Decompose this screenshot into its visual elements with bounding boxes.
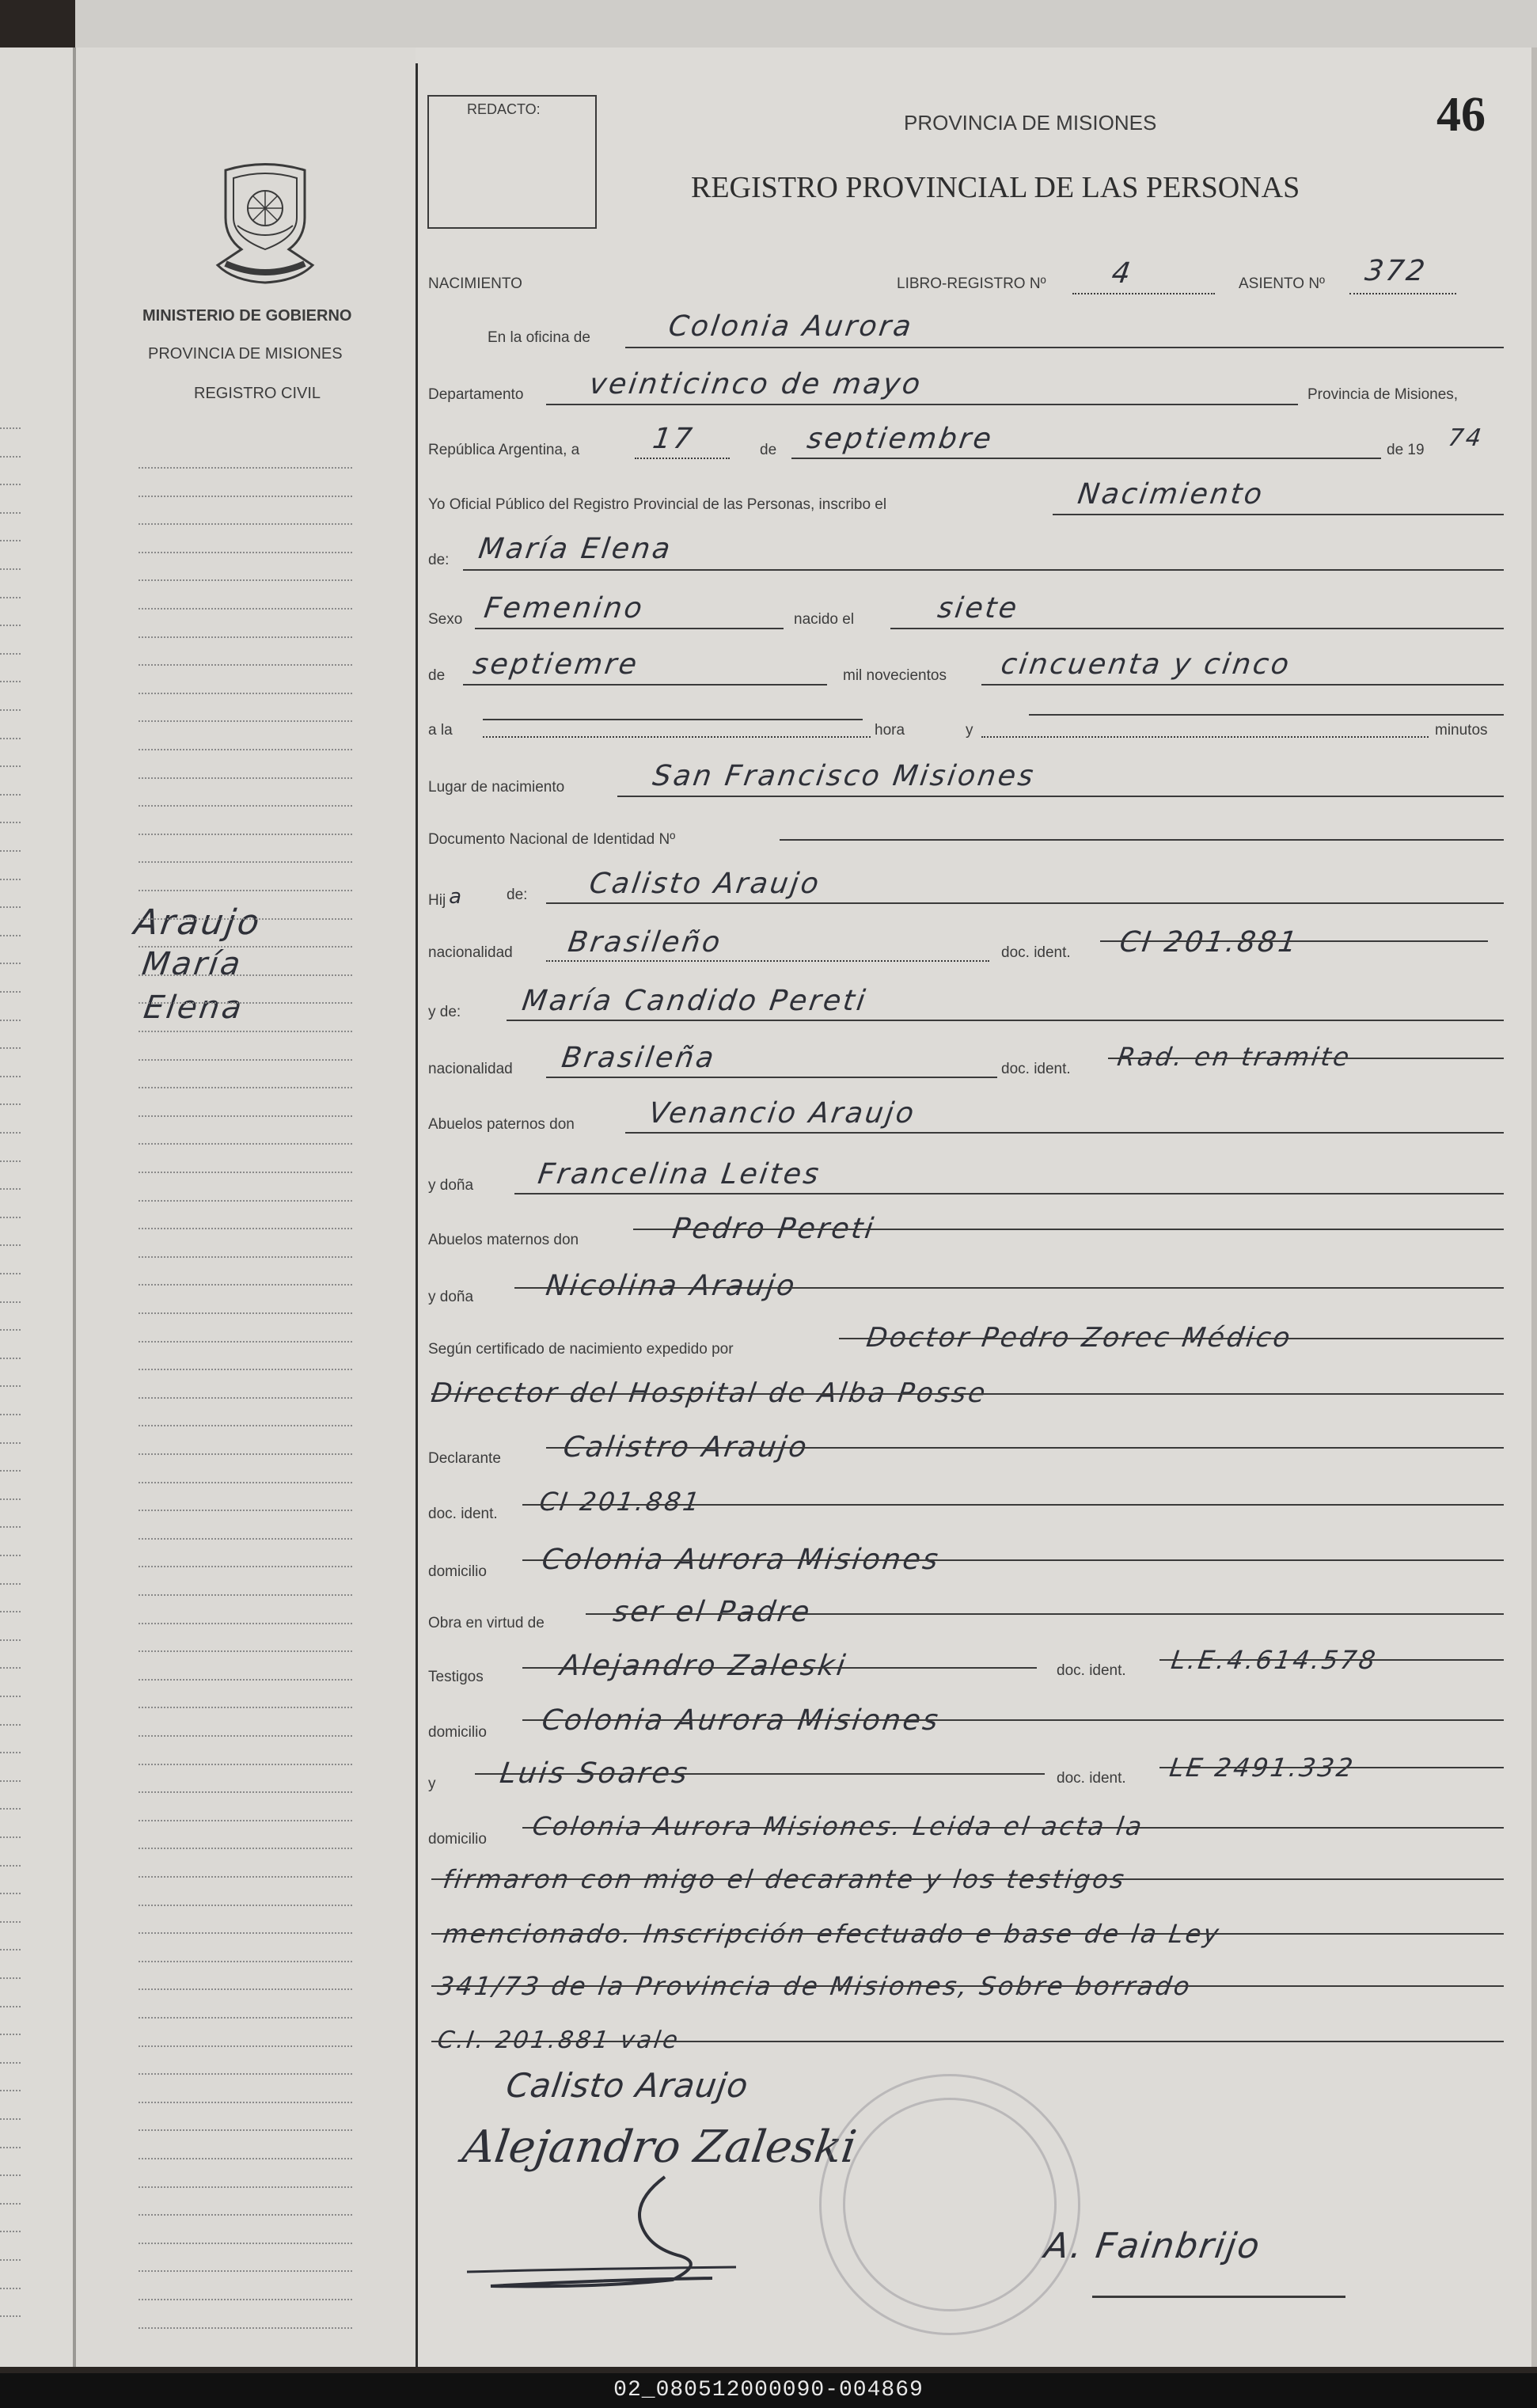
padre-nac-label: nacionalidad bbox=[428, 944, 513, 961]
strip-ruling-line bbox=[0, 2006, 21, 2007]
madre-doc-rule bbox=[1108, 1058, 1504, 1059]
stub-middle-name: Elena bbox=[141, 989, 247, 1026]
strip-ruling-line bbox=[0, 1639, 21, 1641]
stub-divider bbox=[416, 63, 418, 2367]
testigo1-rule bbox=[522, 1667, 1037, 1669]
binding-edge bbox=[73, 47, 76, 2367]
testigo2-value: Luis Soares bbox=[498, 1757, 692, 1790]
stub-first-name: María bbox=[139, 946, 245, 982]
certificado-label: Según certificado de nacimiento expedido por bbox=[428, 1341, 734, 1358]
testigo2-domicilio-value: Colonia Aurora Misiones. Leida el acta la bbox=[530, 1811, 1146, 1841]
declarante-value: Calistro Araujo bbox=[561, 1431, 811, 1464]
stub-ruling-line bbox=[139, 1707, 352, 1708]
departamento-value: veinticinco de mayo bbox=[587, 368, 925, 401]
testigo1-domicilio-value: Colonia Aurora Misiones bbox=[540, 1704, 943, 1737]
decl-domicilio-label: domicilio bbox=[428, 1563, 487, 1580]
testigo2-doc-rule bbox=[1159, 1767, 1504, 1768]
top-band bbox=[0, 0, 1537, 47]
stub-ruling-line bbox=[139, 2102, 352, 2103]
strip-ruling-line bbox=[0, 1555, 21, 1556]
stub-ruling-line bbox=[139, 467, 352, 469]
strip-ruling-line bbox=[0, 1273, 21, 1274]
strip-ruling-line bbox=[0, 625, 21, 626]
strip-ruling-line bbox=[0, 456, 21, 458]
stub-ruling-line bbox=[139, 2214, 352, 2216]
strip-ruling-line bbox=[0, 2034, 21, 2035]
testigo1-domicilio-label: domicilio bbox=[428, 1724, 487, 1741]
stub-ruling-line bbox=[139, 1312, 352, 1314]
certificado-value2: Director del Hospital de Alba Posse bbox=[429, 1377, 990, 1409]
stub-province: PROVINCIA DE MISIONES bbox=[148, 345, 343, 363]
strip-ruling-line bbox=[0, 427, 21, 429]
header-province: PROVINCIA DE MISIONES bbox=[904, 111, 1157, 135]
right-edge bbox=[1531, 47, 1537, 2367]
strip-ruling-line bbox=[0, 822, 21, 823]
stub-ruling-line bbox=[139, 2129, 352, 2131]
minutos-dotted bbox=[981, 736, 1429, 738]
stub-ministry: MINISTERIO DE GOBIERNO bbox=[142, 307, 352, 325]
hora-label: hora bbox=[875, 722, 905, 739]
testigo2-domicilio-label: domicilio bbox=[428, 1831, 487, 1848]
stub-ruling-line bbox=[139, 861, 352, 863]
sexo-label: Sexo bbox=[428, 611, 463, 628]
madre-doc-value: Rad. en tramite bbox=[1115, 1042, 1353, 1072]
testigo1-doc-value: L.E.4.614.578 bbox=[1169, 1645, 1380, 1675]
firma-testigo1: Alejandro Zaleski bbox=[459, 2121, 860, 2173]
stub-ruling-line bbox=[139, 1369, 352, 1370]
mes-value: septiembre bbox=[805, 423, 996, 455]
strip-ruling-line bbox=[0, 2259, 21, 2261]
strip-ruling-line bbox=[0, 850, 21, 852]
stub-ruling-line bbox=[139, 1059, 352, 1061]
strip-ruling-line bbox=[0, 935, 21, 936]
stub-ruling-line bbox=[139, 1172, 352, 1173]
strip-ruling-line bbox=[0, 1611, 21, 1612]
nombre-value: María Elena bbox=[476, 533, 675, 565]
padre-doc-rule bbox=[1100, 940, 1488, 942]
notas-line3: 341/73 de la Provincia de Misiones, Sobre borrado bbox=[435, 1971, 1194, 2001]
stub-ruling-line bbox=[139, 2158, 352, 2159]
stub-ruling-line bbox=[139, 1256, 352, 1258]
stub-ruling-line bbox=[139, 693, 352, 694]
hija-text: Hij bbox=[428, 892, 446, 909]
strip-ruling-line bbox=[0, 2288, 21, 2289]
stub-ruling-line bbox=[139, 636, 352, 638]
strip-ruling-line bbox=[0, 1047, 21, 1049]
strip-ruling-line bbox=[0, 1132, 21, 1134]
stub-ruling-line bbox=[139, 1200, 352, 1202]
oficina-rule bbox=[625, 347, 1504, 348]
mil-label: mil novecientos bbox=[843, 667, 947, 684]
stub-ruling-line bbox=[139, 2045, 352, 2047]
stub-ruling-line bbox=[139, 1031, 352, 1032]
stub-ruling-line bbox=[139, 1115, 352, 1117]
firma-testigo2-scribble bbox=[443, 2169, 839, 2296]
page-top-edge bbox=[75, 0, 1537, 47]
stub-ruling-line bbox=[139, 496, 352, 497]
strip-ruling-line bbox=[0, 1188, 21, 1190]
stub-ruling-line bbox=[139, 918, 352, 920]
strip-ruling-line bbox=[0, 2090, 21, 2091]
decl-domicilio-rule bbox=[522, 1559, 1504, 1561]
oficina-value: Colonia Aurora bbox=[666, 310, 916, 343]
stub-ruling-line bbox=[139, 1848, 352, 1849]
dia-rule bbox=[635, 458, 730, 459]
previous-page-strip bbox=[0, 47, 75, 2367]
testigo1-doc-label: doc. ident. bbox=[1057, 1662, 1126, 1679]
oficina-label: En la oficina de bbox=[488, 329, 590, 346]
stub-ruling-line bbox=[139, 1650, 352, 1652]
notas-rule2 bbox=[431, 1933, 1504, 1935]
de2-label: de bbox=[428, 667, 446, 684]
stub-ruling-line bbox=[139, 1594, 352, 1596]
strip-ruling-line bbox=[0, 1949, 21, 1950]
stub-ruling-line bbox=[139, 1087, 352, 1088]
certificado-rule2 bbox=[431, 1393, 1504, 1395]
abuela-mat-rule bbox=[514, 1287, 1504, 1289]
lugar-value: San Francisco Misiones bbox=[651, 760, 1038, 792]
strip-ruling-line bbox=[0, 1921, 21, 1923]
lugar-rule bbox=[617, 796, 1504, 797]
firma-oficial: A. Fainbrijo bbox=[1042, 2226, 1264, 2266]
decl-doc-rule bbox=[522, 1504, 1504, 1506]
nacido-anio-rule bbox=[981, 684, 1504, 686]
strip-ruling-line bbox=[0, 1836, 21, 1838]
de-nombre-label: de: bbox=[428, 552, 450, 568]
a-la-label: a la bbox=[428, 722, 453, 739]
strip-ruling-line bbox=[0, 906, 21, 908]
stub-ruling-line bbox=[139, 2017, 352, 2019]
strip-ruling-line bbox=[0, 1498, 21, 1500]
stub-ruling-line bbox=[139, 946, 352, 948]
nombre-rule bbox=[463, 569, 1504, 571]
testigo1-domicilio-rule bbox=[522, 1719, 1504, 1721]
obra-rule bbox=[586, 1613, 1504, 1615]
stub-ruling-line bbox=[139, 834, 352, 835]
strip-ruling-line bbox=[0, 1752, 21, 1753]
departamento-label: Departamento bbox=[428, 386, 524, 403]
inscribo-value: Nacimiento bbox=[1076, 478, 1266, 511]
republica-label: República Argentina, a bbox=[428, 442, 580, 458]
page-number: 46 bbox=[1436, 88, 1486, 142]
abuelos-pat-label: Abuelos paternos don bbox=[428, 1116, 575, 1133]
strip-ruling-line bbox=[0, 794, 21, 796]
stub-ruling-line bbox=[139, 1679, 352, 1681]
madre-nac-label: nacionalidad bbox=[428, 1061, 513, 1077]
padre-doc-label: doc. ident. bbox=[1001, 944, 1071, 961]
strip-ruling-line bbox=[0, 1076, 21, 1077]
strip-ruling-line bbox=[0, 1244, 21, 1246]
padre-nac-rule bbox=[546, 960, 989, 962]
stub-ruling-line bbox=[139, 664, 352, 666]
stub-ruling-line bbox=[139, 777, 352, 779]
strip-ruling-line bbox=[0, 512, 21, 514]
libro-label: LIBRO-REGISTRO Nº bbox=[897, 275, 1046, 292]
notas-rule4 bbox=[431, 2041, 1504, 2042]
notas-line2: mencionado. Inscripción efectuado e base de la Ley bbox=[441, 1919, 1224, 1949]
y-de-label: y de: bbox=[428, 1004, 461, 1020]
asiento-label: ASIENTO Nº bbox=[1239, 275, 1325, 292]
declarante-rule bbox=[546, 1447, 1504, 1449]
strip-ruling-line bbox=[0, 484, 21, 485]
anio-prefix: de 19 bbox=[1387, 442, 1425, 458]
provincial-seal bbox=[210, 162, 321, 289]
firma-declarante: Calisto Araujo bbox=[503, 2066, 751, 2105]
certificado-rule bbox=[839, 1338, 1504, 1339]
asiento-rule bbox=[1349, 293, 1456, 294]
strip-ruling-line bbox=[0, 1865, 21, 1867]
stub-ruling-line bbox=[139, 1143, 352, 1145]
strip-ruling-line bbox=[0, 1414, 21, 1415]
madre-nac-value: Brasileña bbox=[560, 1042, 719, 1074]
strip-ruling-line bbox=[0, 1780, 21, 1782]
lugar-label: Lugar de nacimiento bbox=[428, 779, 565, 796]
strip-ruling-line bbox=[0, 709, 21, 711]
stub-ruling-line bbox=[139, 2327, 352, 2329]
official-stamp bbox=[819, 2074, 1080, 2335]
anio-value: 74 bbox=[1446, 424, 1486, 452]
abuela-pat-value: Francelina Leites bbox=[536, 1158, 823, 1191]
departamento-rule bbox=[546, 404, 1298, 405]
stub-ruling-line bbox=[139, 890, 352, 891]
strip-ruling-line bbox=[0, 2174, 21, 2176]
abuela-pat-rule bbox=[514, 1193, 1504, 1195]
sexo-rule bbox=[475, 628, 784, 629]
strip-ruling-line bbox=[0, 1724, 21, 1726]
strip-ruling-line bbox=[0, 1470, 21, 1472]
stub-ruling-line bbox=[139, 1482, 352, 1483]
obra-value: ser el Padre bbox=[611, 1596, 814, 1628]
stub-ruling-line bbox=[139, 2299, 352, 2300]
strip-ruling-line bbox=[0, 1526, 21, 1528]
strip-ruling-line bbox=[0, 2062, 21, 2064]
testigo1-doc-rule bbox=[1159, 1659, 1504, 1661]
strip-ruling-line bbox=[0, 765, 21, 767]
abuelo-pat-rule bbox=[625, 1132, 1504, 1134]
hija-label bbox=[428, 885, 465, 910]
asiento-value: 372 bbox=[1363, 255, 1429, 287]
redacto-label: REDACTO: bbox=[467, 101, 541, 117]
strip-ruling-line bbox=[0, 2231, 21, 2232]
stub-ruling-line bbox=[139, 974, 352, 976]
padre-rule bbox=[546, 902, 1504, 904]
hija-suffix: a bbox=[449, 885, 465, 909]
strip-ruling-line bbox=[0, 1977, 21, 1979]
stub-ruling-line bbox=[139, 1510, 352, 1511]
padre-nac-value: Brasileño bbox=[566, 926, 725, 959]
stub-ruling-line bbox=[139, 1228, 352, 1229]
strip-ruling-line bbox=[0, 1358, 21, 1359]
stub-ruling-line bbox=[139, 1623, 352, 1624]
stub-ruling-line bbox=[139, 1791, 352, 1793]
decl-doc-label: doc. ident. bbox=[428, 1506, 498, 1522]
hora-rule bbox=[483, 719, 863, 720]
stub-ruling-line bbox=[139, 1284, 352, 1286]
strip-ruling-line bbox=[0, 879, 21, 880]
strip-ruling-line bbox=[0, 2118, 21, 2120]
declarante-label: Declarante bbox=[428, 1450, 501, 1467]
mes-rule bbox=[791, 458, 1381, 459]
oficial-label: Yo Oficial Público del Registro Provincial de las Personas, inscribo el bbox=[428, 496, 887, 513]
stub-ruling-line bbox=[139, 2186, 352, 2188]
libro-value: 4 bbox=[1110, 257, 1135, 290]
strip-ruling-line bbox=[0, 1442, 21, 1444]
testigo2-domicilio-rule bbox=[522, 1827, 1504, 1829]
abuela-mat-value: Nicolina Araujo bbox=[544, 1270, 799, 1302]
madre-rule bbox=[507, 1020, 1504, 1021]
image-id-caption: 02_080512000090-004869 bbox=[613, 2378, 924, 2402]
stub-ruling-line bbox=[139, 2243, 352, 2244]
strip-ruling-line bbox=[0, 2203, 21, 2205]
strip-ruling-line bbox=[0, 963, 21, 964]
libro-rule bbox=[1072, 293, 1215, 294]
strip-ruling-line bbox=[0, 1893, 21, 1894]
stub-ruling-line bbox=[139, 749, 352, 750]
stub-ruling-line bbox=[139, 608, 352, 610]
stub-ruling-line bbox=[139, 805, 352, 807]
strip-ruling-line bbox=[0, 738, 21, 739]
hija-de-label: de: bbox=[507, 887, 528, 903]
sexo-value: Femenino bbox=[482, 592, 647, 625]
nacido-mes-value: septiemre bbox=[471, 648, 641, 681]
y-label: y bbox=[966, 722, 973, 739]
abuela-pat-label: y doña bbox=[428, 1177, 474, 1194]
testigo2-doc-label: doc. ident. bbox=[1057, 1770, 1126, 1787]
y2-label: y bbox=[428, 1776, 436, 1792]
strip-ruling-line bbox=[0, 540, 21, 541]
hora-dotted bbox=[483, 736, 871, 738]
abuelo-mat-rule bbox=[633, 1229, 1504, 1230]
decl-doc-value: CI 201.881 bbox=[537, 1487, 704, 1517]
nacido-anio-value: cincuenta y cinco bbox=[999, 648, 1293, 681]
obra-label: Obra en virtud de bbox=[428, 1615, 545, 1631]
stub-ruling-line bbox=[139, 1453, 352, 1455]
abuela-mat-label: y doña bbox=[428, 1289, 474, 1305]
strip-ruling-line bbox=[0, 1808, 21, 1810]
stub-ruling-line bbox=[139, 1341, 352, 1343]
strip-ruling-line bbox=[0, 597, 21, 598]
testigos-label: Testigos bbox=[428, 1669, 484, 1685]
nacido-mes-rule bbox=[463, 684, 827, 686]
stub-ruling-line bbox=[139, 2073, 352, 2075]
nacido-dia-rule bbox=[890, 628, 1504, 629]
abuelos-mat-label: Abuelos maternos don bbox=[428, 1232, 579, 1248]
stub-office: REGISTRO CIVIL bbox=[194, 385, 321, 402]
strip-ruling-line bbox=[0, 1020, 21, 1021]
padre-doc-value: CI 201.881 bbox=[1118, 926, 1301, 959]
madre-doc-label: doc. ident. bbox=[1001, 1061, 1071, 1077]
provincia-suffix: Provincia de Misiones, bbox=[1307, 386, 1459, 403]
minutos-rule bbox=[1029, 714, 1504, 716]
strip-ruling-line bbox=[0, 1667, 21, 1669]
stub-ruling-line bbox=[139, 1425, 352, 1426]
stub-ruling-line bbox=[139, 552, 352, 553]
stub-ruling-line bbox=[139, 1002, 352, 1004]
stub-ruling-line bbox=[139, 1735, 352, 1737]
notas-rule1 bbox=[431, 1878, 1504, 1880]
abuelo-mat-value: Pedro Pereti bbox=[670, 1213, 878, 1245]
nacimiento-label: NACIMIENTO bbox=[428, 275, 522, 292]
dni-label: Documento Nacional de Identidad Nº bbox=[428, 831, 676, 848]
stub-ruling-line bbox=[139, 523, 352, 525]
nacido-dia-value: siete bbox=[935, 592, 1022, 625]
minutos-label: minutos bbox=[1435, 722, 1488, 739]
de-label: de bbox=[760, 442, 777, 458]
stub-ruling-line bbox=[139, 1538, 352, 1540]
strip-ruling-line bbox=[0, 991, 21, 993]
strip-ruling-line bbox=[0, 1583, 21, 1585]
testigo2-rule bbox=[475, 1773, 1045, 1775]
strip-ruling-line bbox=[0, 681, 21, 682]
padre-value: Calisto Araujo bbox=[587, 868, 823, 900]
notas-line1: firmaron con migo el decarante y los testigos bbox=[441, 1864, 1129, 1894]
header-registry: REGISTRO PROVINCIAL DE LAS PERSONAS bbox=[691, 171, 1300, 204]
decl-domicilio-value: Colonia Aurora Misiones bbox=[540, 1544, 943, 1576]
stub-ruling-line bbox=[139, 1988, 352, 1990]
strip-ruling-line bbox=[0, 1217, 21, 1218]
stub-ruling-line bbox=[139, 1820, 352, 1821]
strip-ruling-line bbox=[0, 1160, 21, 1162]
dia-value: 17 bbox=[651, 423, 696, 455]
stub-surname: Araujo bbox=[131, 902, 264, 943]
stub-ruling-line bbox=[139, 1961, 352, 1962]
certificado-value: Doctor Pedro Zorec Médico bbox=[864, 1322, 1295, 1354]
notas-rule3 bbox=[431, 1985, 1504, 1987]
strip-ruling-line bbox=[0, 653, 21, 655]
madre-value: María Candido Pereti bbox=[520, 985, 870, 1017]
stub-ruling-line bbox=[139, 2270, 352, 2272]
testigo2-doc-value: LE 2491.332 bbox=[1167, 1753, 1357, 1783]
notas-line4: C.I. 201.881 vale bbox=[435, 2026, 682, 2054]
strip-ruling-line bbox=[0, 1696, 21, 1697]
strip-ruling-line bbox=[0, 568, 21, 570]
stub-ruling-line bbox=[139, 1764, 352, 1765]
strip-ruling-line bbox=[0, 2147, 21, 2148]
firma-oficial-rule bbox=[1092, 2296, 1345, 2298]
stub-ruling-line bbox=[139, 1876, 352, 1878]
stub-ruling-line bbox=[139, 579, 352, 581]
nacido-label: nacido el bbox=[794, 611, 855, 628]
madre-nac-rule bbox=[546, 1077, 997, 1078]
inscribo-rule bbox=[1053, 514, 1504, 515]
strip-ruling-line bbox=[0, 1329, 21, 1331]
strip-ruling-line bbox=[0, 1103, 21, 1105]
strip-ruling-line bbox=[0, 1301, 21, 1303]
stub-ruling-line bbox=[139, 1397, 352, 1399]
strip-ruling-line bbox=[0, 2315, 21, 2317]
strip-ruling-line bbox=[0, 1385, 21, 1387]
stub-ruling-line bbox=[139, 1932, 352, 1934]
stub-ruling-line bbox=[139, 720, 352, 722]
testigo1-value: Alejandro Zaleski bbox=[558, 1650, 850, 1682]
abuelo-pat-value: Venancio Araujo bbox=[647, 1097, 918, 1130]
dni-rule bbox=[780, 839, 1504, 841]
stub-ruling-line bbox=[139, 1566, 352, 1567]
stub-ruling-line bbox=[139, 1905, 352, 1906]
